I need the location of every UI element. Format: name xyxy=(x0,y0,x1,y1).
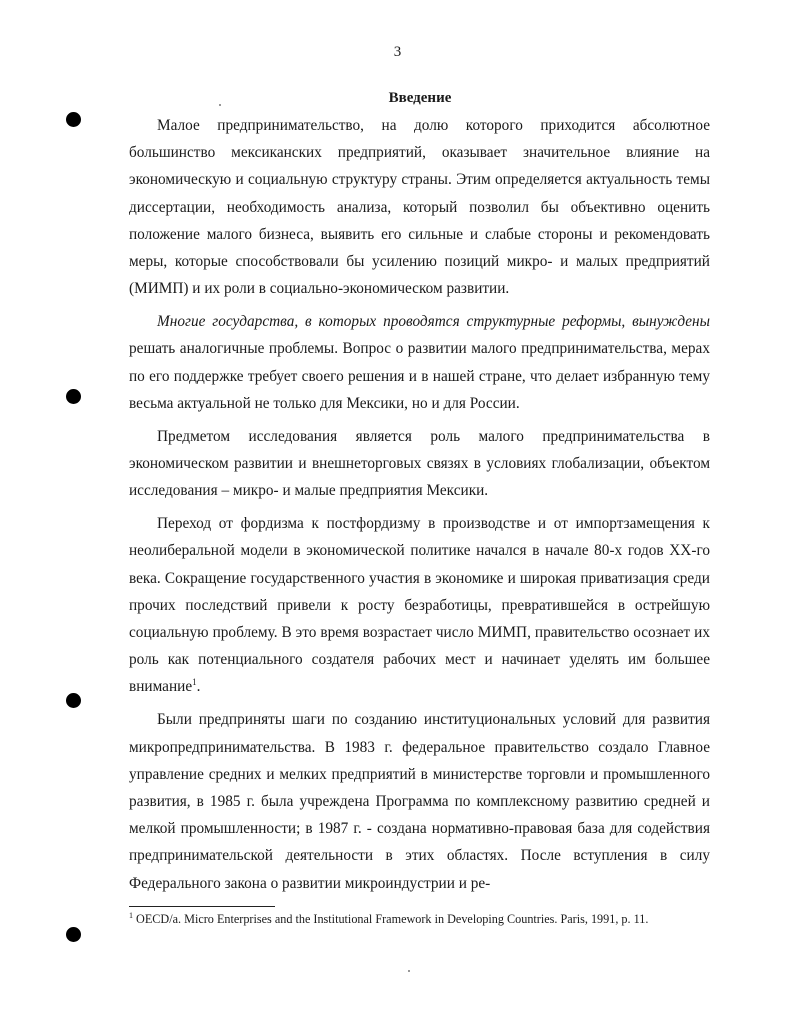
paragraph-relevance xyxy=(129,308,710,417)
paragraph-subject: Предметом исследования является роль малого предпринимательства в экономическом развитии и внешнеторговых связях в условиях глобализации, объектом исследования – микро- и малые предприятия Мексики. xyxy=(129,427,710,500)
footnote xyxy=(129,911,710,928)
footnote-text: OECD/a. Micro Enterprises and the Institutional Framework in Developing Countries. Paris, 1991, p. 11. xyxy=(136,912,649,926)
punch-hole-mark xyxy=(66,389,81,404)
footnote-marker: 1 xyxy=(129,911,133,920)
page-number: 3 xyxy=(393,44,402,60)
punch-hole-mark xyxy=(66,693,81,708)
footnote-reference: 1 xyxy=(192,677,197,688)
sentence-end: . xyxy=(196,678,201,696)
punch-hole-mark xyxy=(66,112,81,127)
paragraph-intro: Малое предпринимательство, на долю которого приходится абсолютное большинство мексиканских предприятий, оказывает значительное влияние на экономическую и социальную структуру страны. Этим определяется актуальность темы диссертации, необходимость анализа, который позволил бы объективно оценить положение малого бизнеса, выявить его сильные и слабые стороны и рекомендовать меры, которые способствовали бы усилению позиций микро- и малых предприятий (МИМП) и их роли в социально-экономическом развитии. xyxy=(129,117,710,298)
paragraph-transition-text: Переход от фордизма к постфордизму в производстве и от импортзамещения к неолиберальной модели в экономической политике начался в начале 80-х годов XX-го века. Сокращение государственного участия в экономике и широкая приватизация среди прочих последствий привели к росту безработицы, превратившейся в острейшую социальную проблему. В это время возрастает число МИМП, правительство осознает их роль как потенциального создателя рабочих мест и начинает уделять им большее внимание xyxy=(129,515,710,696)
scan-speck xyxy=(408,970,410,972)
body-text xyxy=(129,112,710,897)
punch-hole-mark xyxy=(66,927,81,942)
section-heading: Введение xyxy=(388,90,452,106)
italic-lead: Многие государства, в которых проводятся структурные реформы, вынуждены xyxy=(157,313,710,331)
paragraph-relevance-text: решать аналогичные проблемы. Вопрос о развитии малого предпринимательства, мерах по его поддержке требует своего решения и в нашей стране, что делает избранную тему весьма актуальной не только для Мексики, но и для России. xyxy=(129,340,710,412)
footnote-separator xyxy=(129,906,275,907)
paragraph-transition xyxy=(129,510,710,700)
paragraph-institutions: Были предприняты шаги по созданию институциональных условий для развития микропредпринимательства. В 1983 г. федеральное правительство создало Главное управление средних и мелких предприятий в министерстве торговли и промышленного развития, в 1985 г. была учреждена Программа по комплексному развитию средней и мелкой промышленности; в 1987 г. - создана нормативно-правовая база для содействия предпринимательской деятельности в этих областях. После вступления в силу Федерального закона о развитии микроиндустрии и ре- xyxy=(129,711,710,892)
